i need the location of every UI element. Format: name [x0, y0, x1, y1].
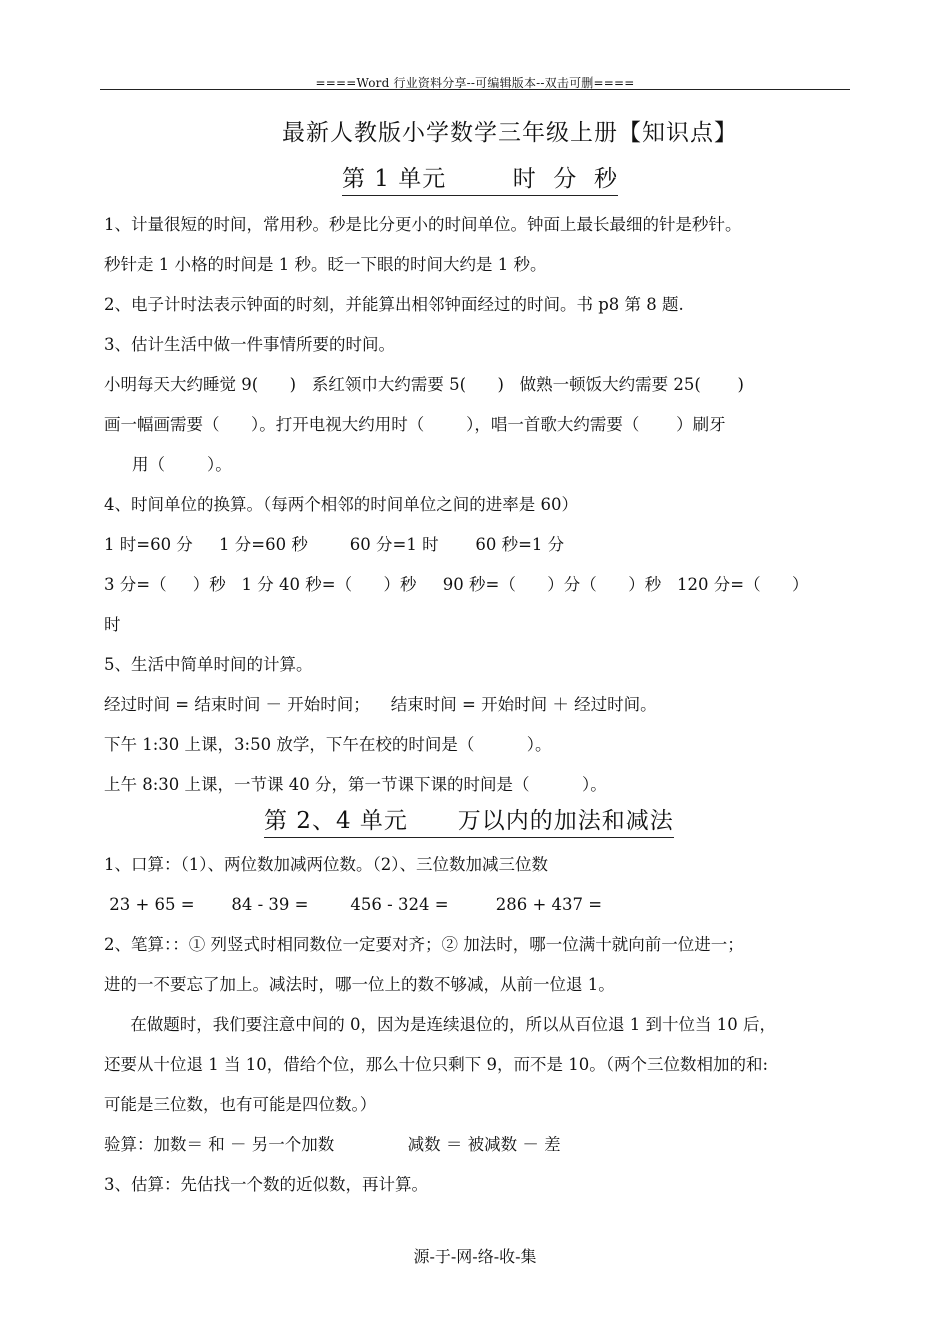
- paragraph-line: 时: [104, 615, 121, 634]
- document-title: 最新人教版小学数学三年级上册【知识点】: [282, 120, 738, 146]
- paragraph-line: 3 分=（ ）秒 1 分 40 秒=（ ）秒 90 秒=（ ）分（ ）秒 120 分=（ ）: [104, 575, 809, 594]
- paragraph-line: 上午 8:30 上课，一节课 40 分，第一节课下课的时间是（ ）。: [104, 775, 607, 794]
- paragraph-line: 2、笔算：：① 列竖式时相同数位一定要对齐；② 加法时，哪一位满十就向前一位进一；: [104, 935, 744, 954]
- paragraph-line: 3、估计生活中做一件事情所要的时间。: [104, 335, 395, 354]
- header-divider: [100, 89, 850, 90]
- paragraph-line: 进的一不要忘了加上。减法时，哪一位上的数不够减，从前一位退 1。: [104, 975, 615, 994]
- paragraph-line: 经过时间 = 结束时间 － 开始时间； 结束时间 = 开始时间 ＋ 经过时间。: [104, 695, 657, 714]
- paragraph-line: 还要从十位退 1 当 10，借给个位，那么十位只剩下 9，而不是 10。（两个三位数相加的和:: [104, 1055, 769, 1074]
- paragraph-line: 用（ ）。: [132, 455, 232, 474]
- paragraph-line: 验算：加数＝ 和 － 另一个加数 减数 ＝ 被减数 － 差: [104, 1135, 561, 1154]
- paragraph-line: 1 时=60 分 1 分=60 秒 60 分=1 时 60 秒=1 分: [104, 535, 565, 554]
- paragraph-line: 2、电子计时法表示钟面的时刻，并能算出相邻钟面经过的时间。书 p8 第 8 题.: [104, 295, 684, 314]
- unit-2-heading: 第 2、4 单元 万以内的加法和减法: [264, 802, 674, 838]
- paragraph-line: 1、计量很短的时间，常用秒。秒是比分更小的时间单位。钟面上最长最细的针是秒针。: [104, 215, 742, 234]
- paragraph-line: 在做题时，我们要注意中间的 0，因为是连续退位的，所以从百位退 1 到十位当 10 后，: [104, 1015, 776, 1034]
- paragraph-line: 秒针走 1 小格的时间是 1 秒。眨一下眼的时间大约是 1 秒。: [104, 255, 547, 274]
- page-footer: 源-于-网-络-收-集: [413, 1247, 537, 1266]
- unit-1-heading: 第 1 单元 时 分 秒: [342, 160, 618, 196]
- paragraph-line: 4、时间单位的换算。（每两个相邻的时间单位之间的进率是 60）: [104, 495, 578, 514]
- page-header: ====Word 行业资料分享--可编辑版本--双击可删====: [315, 76, 635, 90]
- paragraph-line: 可能是三位数，也有可能是四位数。）: [104, 1095, 377, 1114]
- paragraph-line: 3、估算：先估找一个数的近似数，再计算。: [104, 1175, 428, 1194]
- paragraph-line: 5、生活中简单时间的计算。: [104, 655, 313, 674]
- paragraph-line: 画一幅画需要（ ）。打开电视大约用时（ ），唱一首歌大约需要（ ）刷牙: [104, 415, 726, 434]
- paragraph-line: 小明每天大约睡觉 9( ) 系红领巾大约需要 5( ) 做熟一顿饭大约需要 25( ): [104, 375, 744, 394]
- paragraph-line: 下午 1:30 上课，3:50 放学，下午在校的时间是（ ）。: [104, 735, 552, 754]
- paragraph-line: 23 + 65 = 84 - 39 = 456 - 324 = 286 + 437 =: [104, 895, 603, 914]
- paragraph-line: 1、口算：（1）、两位数加减两位数。（2）、三位数加减三位数: [104, 855, 548, 874]
